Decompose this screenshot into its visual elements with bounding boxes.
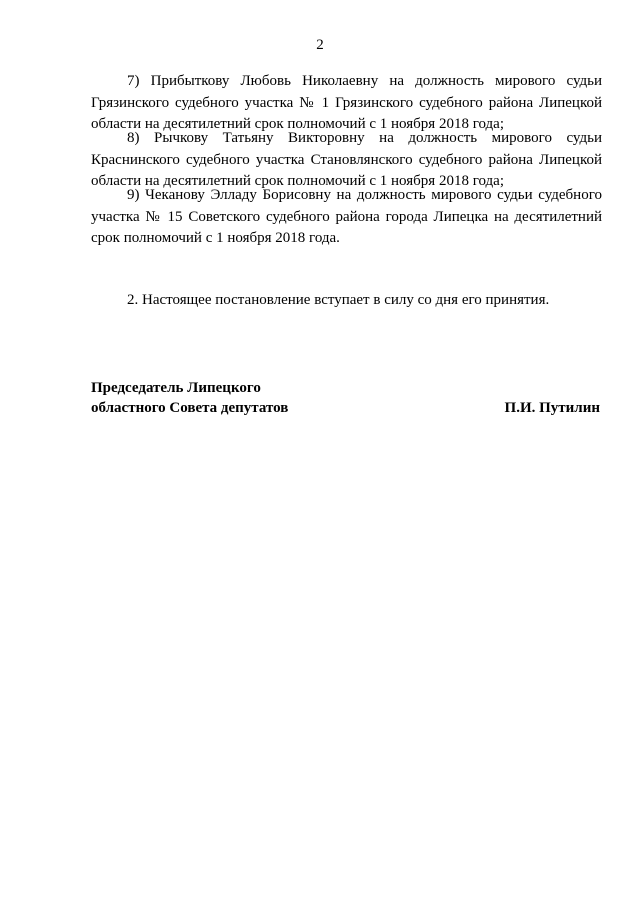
page-number: 2 [316,37,324,53]
paragraph-item-8-text: 8) Рычкову Татьяну Викторовну на должность мирового судьи Краснинского судебного участка Становлянского судебного района Липецкой области на десятилетний срок полномочий с 1 ноября 2018 года; [91,130,602,189]
signature-title-line-2: областного Совета депутатов [91,400,289,416]
signature-title-line-1: Председатель Липецкого [91,380,261,396]
signature-name: П.И. Путилин [504,400,600,416]
paragraph-item-7-text: 7) Прибыткову Любовь Николаевну на должность мирового судьи Грязинского судебного участка № 1 Грязинского судебного района Липецкой области на десятилетний срок полномочий с 1 ноября 2018 года; [91,73,602,132]
paragraph-item-7 [91,71,602,136]
clause-2 [91,290,602,312]
paragraph-item-9 [91,185,602,250]
signature-title [91,378,288,418]
paragraph-item-9-text: 9) Чеканову Элладу Борисовну на должность мирового судьи судебного участка № 15 Советского судебного района города Липецка на десятилетний срок полномочий с 1 ноября 2018 года. [91,187,602,246]
clause-2-text: 2. Настоящее постановление вступает в силу со дня его принятия. [127,292,550,308]
paragraph-item-8 [91,128,602,193]
